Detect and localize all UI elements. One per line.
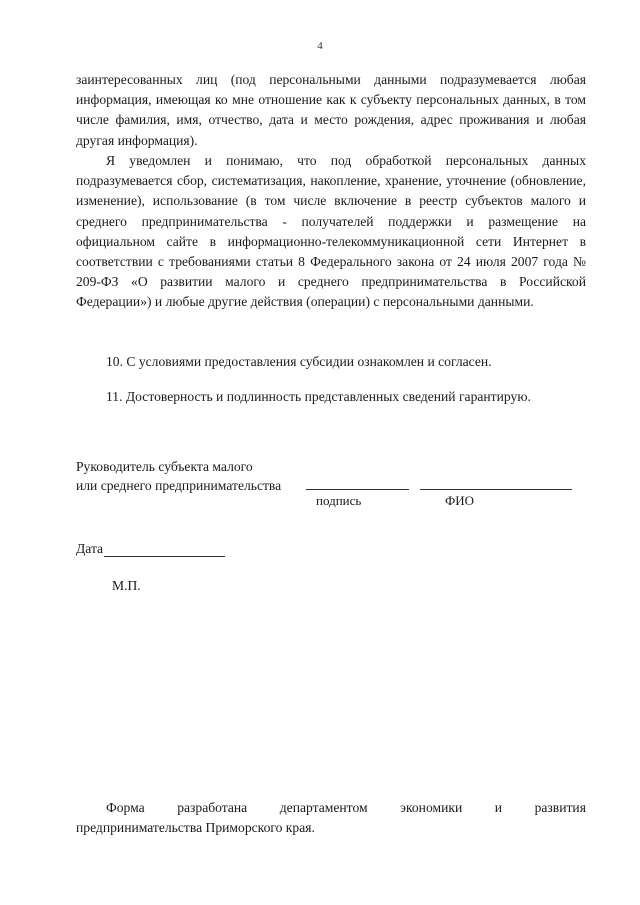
- item-10-subsidy-conditions: 10. С условиями предоставления субсидии ознакомлен и согласен.: [106, 354, 492, 369]
- date-line: [104, 556, 225, 557]
- signatory-label-line1: Руководитель субъекта малого: [76, 459, 253, 474]
- date-label: Дата: [76, 541, 104, 556]
- footer-word: экономики: [400, 800, 463, 815]
- footer-note: [76, 798, 586, 838]
- footer-word: департаментом: [279, 800, 368, 815]
- footer-word: разработана: [177, 800, 248, 815]
- paragraph-personal-data-definition: заинтересованных лиц (под персональными данными подразумевается любая информация, имеющая ко мне отношение как к субъекту персональных данных, в том числе фамилия, имя, отчество, дата и место рождения, адрес проживания и любая другая информация).: [76, 72, 586, 148]
- signatory-label-line2: или среднего предпринимательства: [76, 478, 282, 493]
- page-number: 4: [317, 40, 323, 52]
- footer-word: Форма: [106, 800, 145, 815]
- item-11-authenticity: 11. Достоверность и подлинность представленных сведений гарантирую.: [106, 389, 531, 404]
- name-caption: ФИО: [445, 493, 475, 508]
- footer-line1: [76, 798, 586, 818]
- signature-caption: подпись: [316, 493, 362, 508]
- footer-word: развития: [534, 800, 586, 815]
- paragraph-processing-notice: Я уведомлен и понимаю, что под обработкой персональных данных подразумевается сбор, систематизация, накопление, хранение, уточнение (обновление, изменение), использование (в том числе включение в реестр субъектов малого и среднего предпринимательства - получателей поддержки и размещение на официальном сайте в информационно-телекоммуникационной сети Интернет в соответствии с требованиями статьи 8 Федерального закона от 24 июля 2007 года № 209-ФЗ «О развитии малого и среднего предпринимательства в Российской Федерации») и любые другие действия (операции) с персональными данными.: [76, 153, 586, 310]
- footer-word: и: [494, 800, 503, 815]
- stamp-placeholder: М.П.: [112, 578, 141, 593]
- name-line: [420, 489, 572, 490]
- signature-line: [306, 489, 409, 490]
- footer-line2: предпринимательства Приморского края.: [76, 820, 315, 835]
